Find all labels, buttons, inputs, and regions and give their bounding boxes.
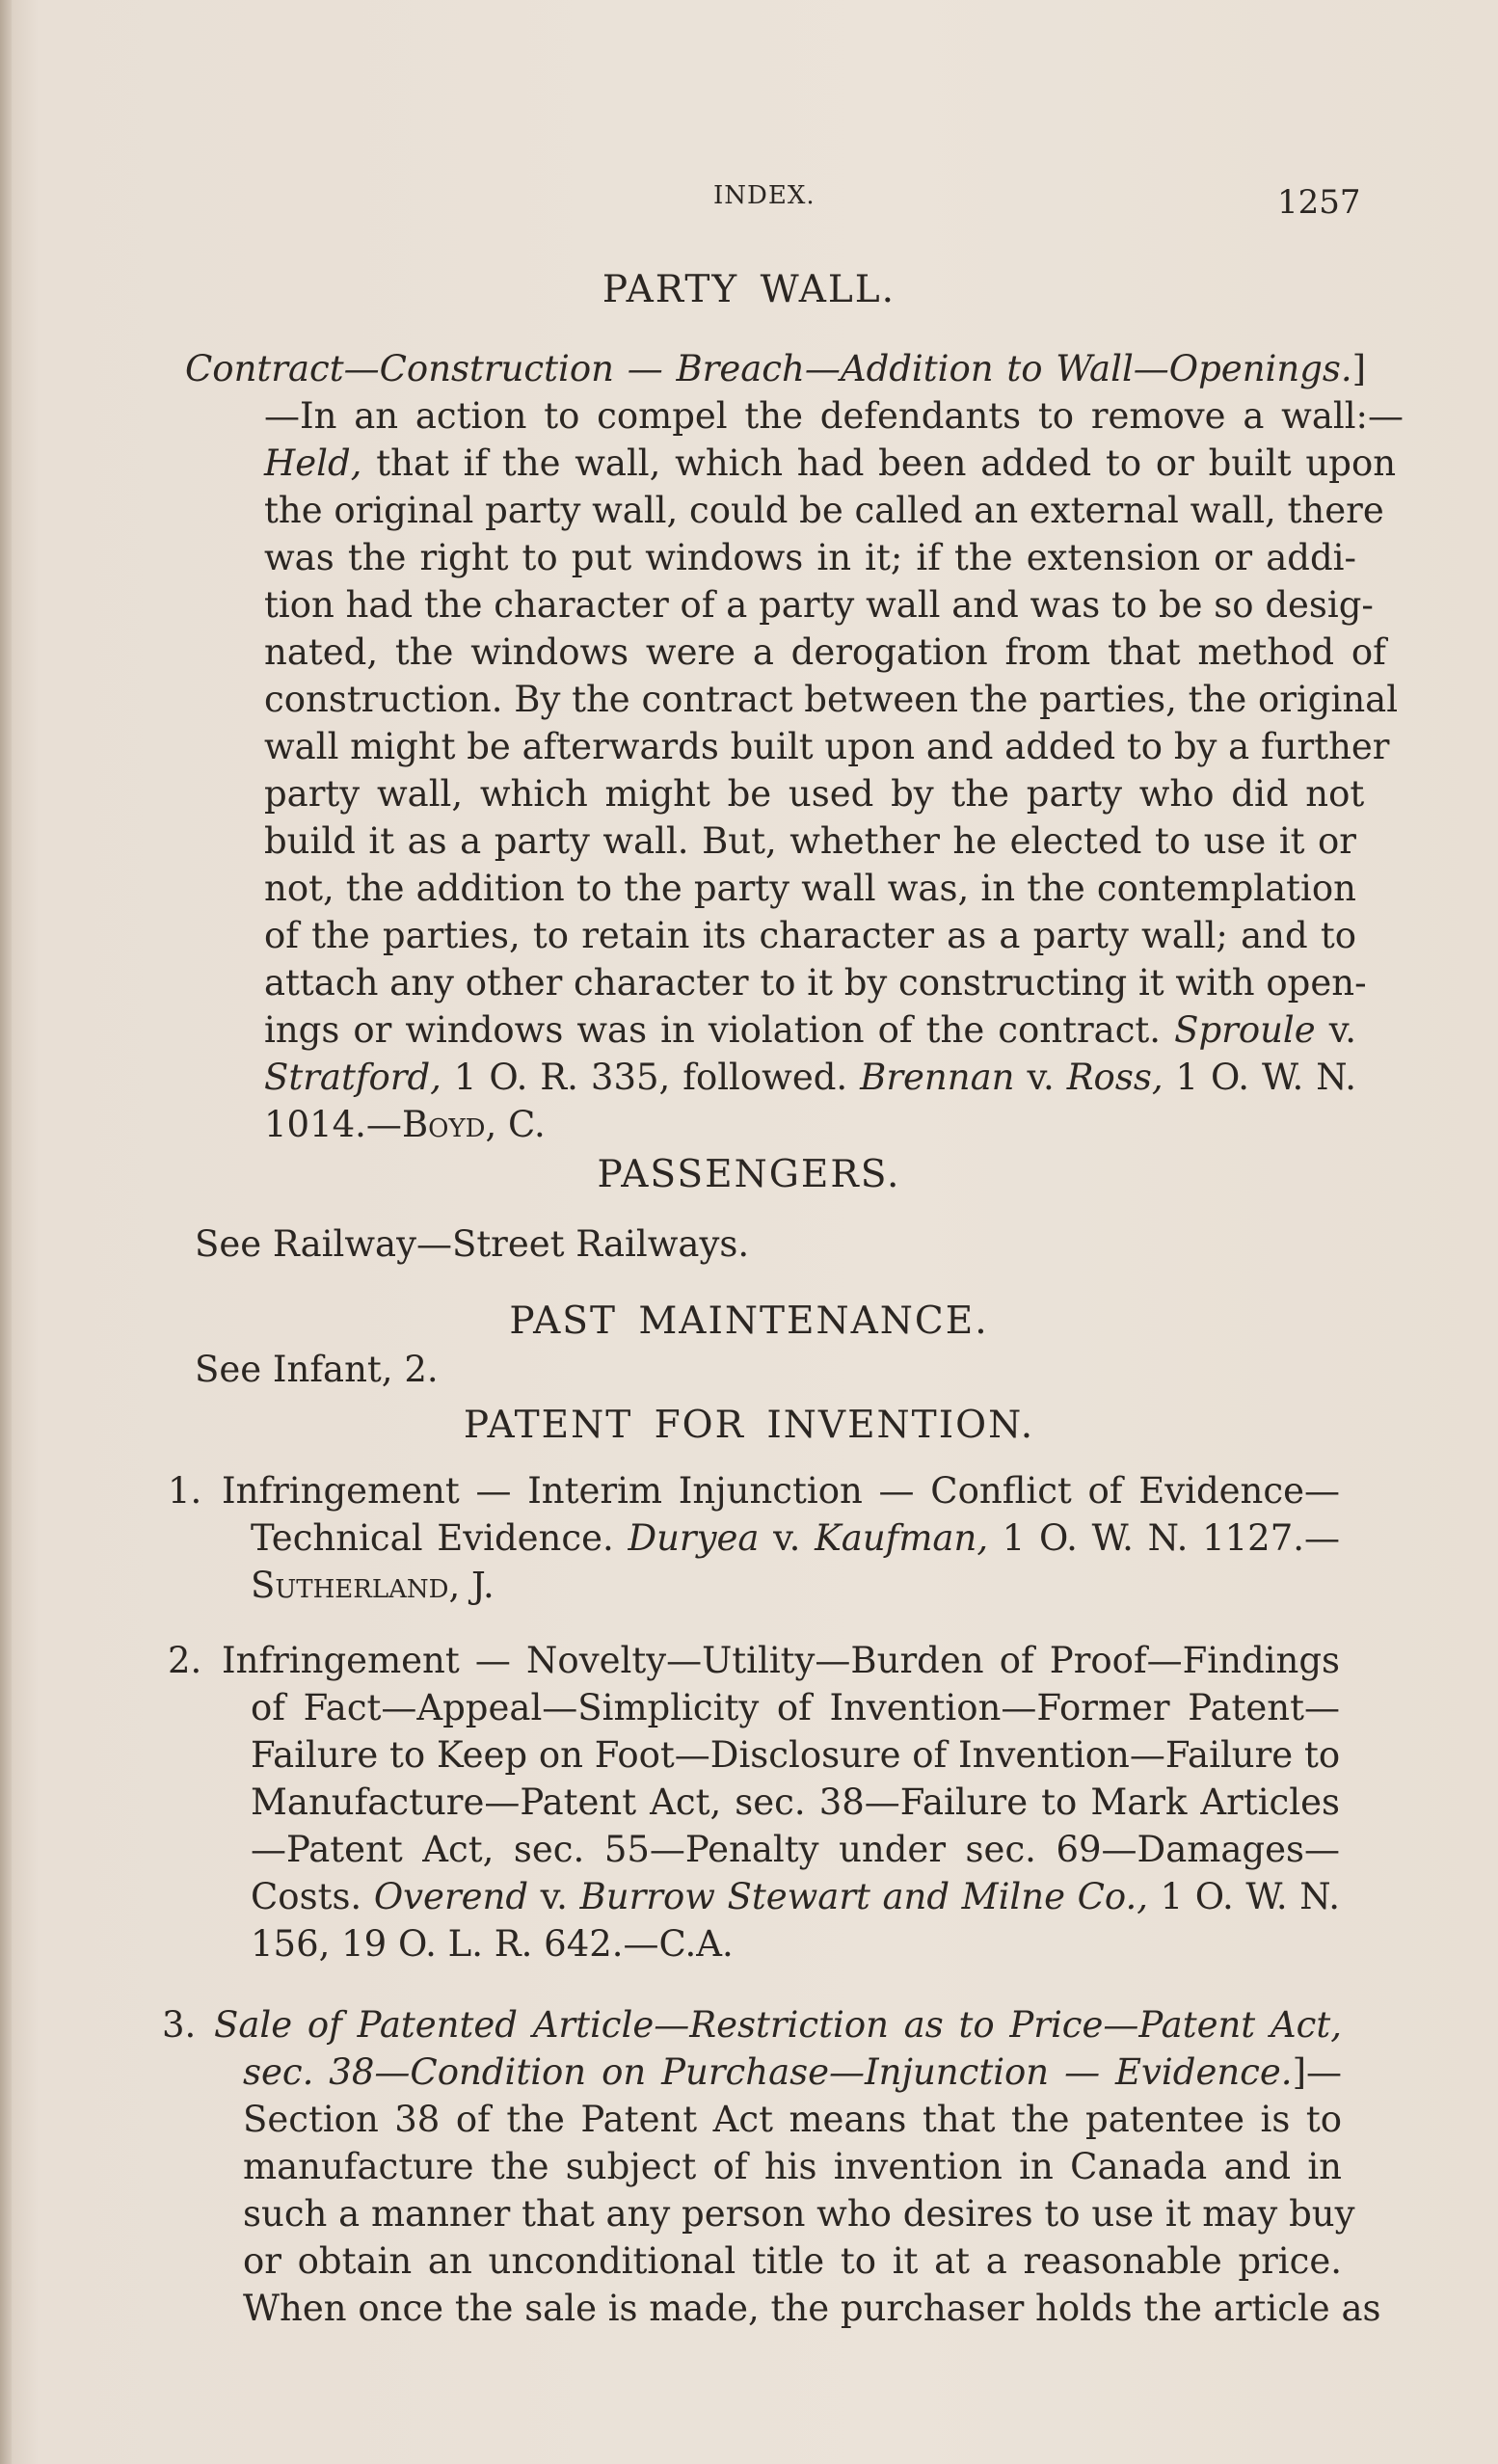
case-name: Stratford, — [264, 1057, 441, 1098]
text-line: wall might be afterwards built upon and added to by a further — [264, 726, 1390, 767]
text-line: Failure to Keep on Foot—Disclosure of Invention—Failure to — [251, 1734, 1341, 1776]
text-line: When once the sale is made, the purchaser holds the article as — [243, 2288, 1381, 2329]
text-span: sec. 38—Condition on Purchase—Injunction — Evidence. — [243, 2051, 1293, 2093]
text-span: 1 O. R. 335, followed. — [441, 1057, 861, 1098]
text-span: v. — [1315, 1009, 1356, 1051]
text-line: 156, 19 O. L. R. 642.—C.A. — [251, 1923, 734, 1965]
heading-past-maintenance: PAST MAINTENANCE. — [509, 1299, 989, 1343]
text-line — [222, 1562, 1340, 1609]
text-line — [185, 1006, 1356, 1054]
text-span: 1 O. W. N. 1127.— — [988, 1517, 1340, 1559]
text-line — [185, 1101, 1356, 1148]
case-name: Duryea — [628, 1517, 760, 1559]
text-line: manufacture the subject of his invention in Canada and in — [243, 2146, 1342, 2187]
case-name: Overend — [373, 1876, 529, 1917]
entry-number: 1. — [168, 1470, 202, 1512]
text-line: or obtain an unconditional title to it at a reasonable price. — [243, 2240, 1342, 2282]
text-span: 1014.— — [264, 1104, 402, 1145]
text-line — [222, 1514, 1340, 1562]
page-spine-edge — [0, 0, 12, 2464]
text-line: Sale of Patented Article—Restriction as to Price—Patent Act, — [214, 2004, 1342, 2046]
case-name: Ross, — [1066, 1057, 1164, 1098]
judge-name: Boyd — [401, 1104, 486, 1145]
text-line: Infringement — Novelty—Utility—Burden of Proof—Findings — [222, 1640, 1340, 1681]
text-line: party wall, which might be used by the party who did not — [264, 773, 1365, 815]
text-span: Costs. — [251, 1876, 374, 1917]
heading-party-wall: PARTY WALL. — [602, 268, 896, 311]
text-line: nated, the windows were a derogation from that method of — [264, 631, 1386, 673]
patent-entry-1 — [222, 1467, 1340, 1609]
page-number: 1257 — [1277, 183, 1361, 222]
entry-number: 3. — [162, 2004, 197, 2046]
bracket: ] — [1351, 348, 1367, 389]
text-line — [222, 1873, 1340, 1920]
text-line — [185, 440, 1397, 487]
text-line: such a manner that any person who desires to use it may buy — [243, 2193, 1355, 2235]
text-line: build it as a party wall. But, whether he elected to use it or — [264, 820, 1356, 862]
see-reference-passengers: See Railway—Street Railways. — [195, 1223, 750, 1265]
text-line: tion had the character of a party wall and was to be so desig- — [264, 584, 1374, 626]
text-span: v. — [528, 1876, 580, 1917]
text-line: of the parties, to retain its character as a party wall; and to — [264, 915, 1356, 956]
text-span: 1 O. W. N. — [1163, 1057, 1357, 1098]
see-reference-past-maintenance: See Infant, 2. — [195, 1349, 439, 1390]
running-head: INDEX. — [713, 181, 816, 210]
text-span: that if the wall, which had been added to or built upon — [361, 442, 1397, 484]
case-name: Kaufman, — [815, 1517, 989, 1559]
patent-entry-3 — [214, 2001, 1381, 2332]
heading-patent-for-invention: PATENT FOR INVENTION. — [463, 1404, 1035, 1447]
entry-number: 2. — [168, 1640, 202, 1681]
heading-passengers: PASSENGERS. — [597, 1153, 901, 1196]
text-span: ]— — [1292, 2051, 1342, 2093]
text-span: ings or windows was in violation of the contract. — [264, 1009, 1175, 1051]
text-line: attach any other character to it by constructing it with open- — [264, 962, 1367, 1004]
case-name: Brennan — [860, 1057, 1015, 1098]
text-line: —In an action to compel the defendants to remove a wall:— — [264, 395, 1404, 437]
patent-entry-2 — [222, 1637, 1340, 1968]
entry-party-wall — [185, 345, 1404, 1148]
text-line: not, the addition to the party wall was, in the contemplation — [264, 868, 1356, 909]
text-line: was the right to put windows in it; if the extension or addi- — [264, 537, 1356, 578]
case-name: Sproule — [1174, 1009, 1316, 1051]
party-wall-lead-line — [185, 345, 1367, 392]
judge-name: Sutherland — [251, 1565, 449, 1606]
text-line: construction. By the contract between the parties, the original — [264, 679, 1399, 720]
text-span: , J. — [448, 1565, 495, 1606]
text-line — [214, 2049, 1342, 2096]
text-line: the original party wall, could be called an external wall, there — [264, 490, 1384, 531]
text-line: of Fact—Appeal—Simplicity of Invention—Former Patent— — [251, 1687, 1340, 1728]
text-line: —Patent Act, sec. 55—Penalty under sec. 69—Damages— — [251, 1829, 1340, 1870]
party-wall-lead-title: Contract—Construction — Breach—Addition to Wall—Openings. — [185, 348, 1352, 389]
text-line: Infringement — Interim Injunction — Conflict of Evidence— — [222, 1470, 1340, 1512]
text-span: , C. — [485, 1104, 546, 1145]
text-span: v. — [759, 1517, 816, 1559]
case-name: Burrow Stewart and Milne Co., — [579, 1876, 1149, 1917]
text-line: Manufacture—Patent Act, sec. 38—Failure to Mark Articles — [251, 1781, 1340, 1823]
text-span: Technical Evidence. — [251, 1517, 629, 1559]
text-span: v. — [1014, 1057, 1067, 1098]
text-line: Section 38 of the Patent Act means that the patentee is to — [243, 2099, 1342, 2140]
held-italic: Held, — [264, 442, 362, 484]
text-line — [185, 1054, 1356, 1101]
text-span: 1 O. W. N. — [1148, 1876, 1341, 1917]
